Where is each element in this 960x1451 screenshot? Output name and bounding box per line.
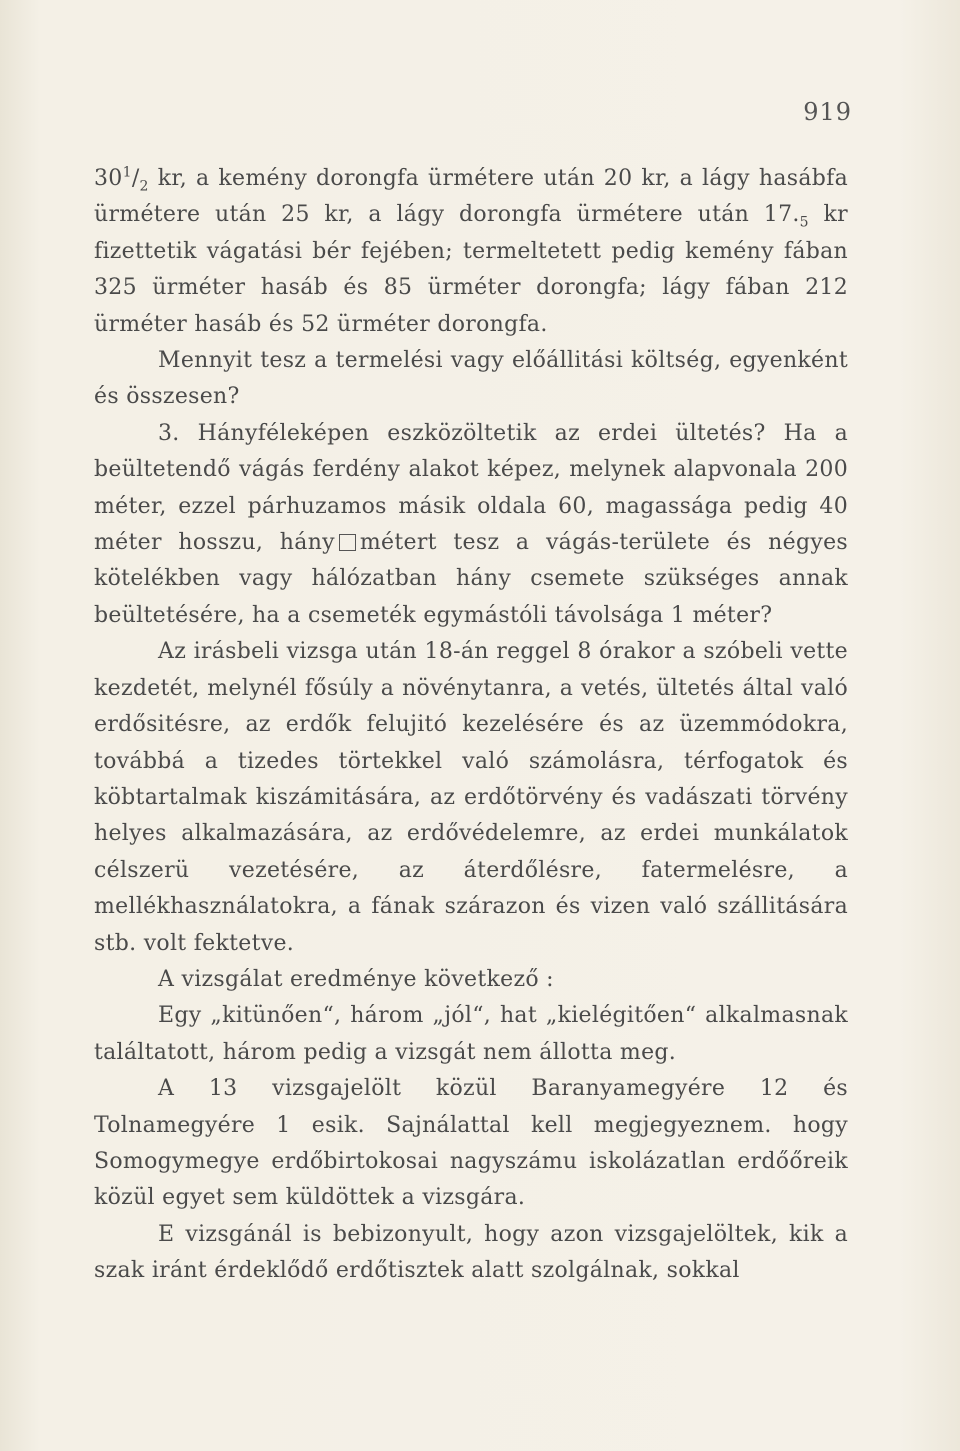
body-text [94, 161, 848, 1290]
fraction-denominator: 2 [139, 178, 149, 195]
paragraph-5: A vizsgálat eredménye következő : [158, 966, 554, 992]
paragraph-3-text-a: 3. Hányféleképen eszközöltetik az erdei ültetés? Ha a beültetendő vágás ferdény alakot képez, melynek alapvonala 200 méter, ezzel párhuzamos másik oldala 60, magassága pedig 40 méter hosszu, hány [94, 420, 848, 556]
page-number: 919 [803, 98, 852, 126]
paragraph-3 [94, 416, 848, 634]
paragraph-1-text-b: kr fizettetik vágatási bér fejében; termeltetett pedig kemény fában 325 ürméter hasáb és 85 ürméter dorongfa; lágy fában 212 ürméter hasáb és 52 ürméter dorongfa. [94, 202, 848, 337]
paragraph-8: E vizsgánál is bebizonyult, hogy azon vizsgajelöltek, kik a szak iránt érdeklődő erdőtisztek alatt szolgálnak, sokkal [94, 1221, 848, 1284]
fraction-whole: 30 [94, 166, 123, 191]
paragraph-7: A 13 vizsgajelölt közül Baranyamegyére 12 és Tolnamegyére 1 esik. Sajnálattal kell megjegyeznem. hogy Somogymegye erdőbirtokosai nagyszámu iskolázatlan erdőőreik közül egyet sem küldöttek a vizsgára. [94, 1076, 848, 1211]
decimal-subscript: 5 [799, 214, 809, 231]
paragraph-1-text-a: kr, a kemény dorongfa ürmétere után 20 kr, a lágy hasábfa ürmétere után 25 kr, a lágy dorongfa ürmétere után 17. [94, 166, 848, 228]
paragraph-3-text-b: métert tesz a vágás-területe és négyes kötelékben vagy hálózatban hány csemete szükséges annak beültetésére, ha a csemeték egymástóli távolsága 1 méter? [94, 530, 848, 628]
fraction-slash: / [131, 166, 140, 191]
paragraph-1 [94, 161, 848, 343]
paragraph-4: Az irásbeli vizsga után 18-án reggel 8 órakor a szóbeli vette kezdetét, melynél fősúly a növénytanra, a vetés, ültetés által való erdősitésre, az erdők felujitó kezelésére és az üzemmódokra, továbbá a tizedes törtekkel való számolásra, térfogatok és köbtartalmak kiszámitására, az erdőtörvény és vadászati törvény helyes alkalmazására, az erdővédelemre, az erdei munkálatok célszerü vezetésére, az áterdőlésre, fatermelésre, a mellékhasználatokra, a fának szárazon és vizen való szállitására stb. volt fektetve. [94, 639, 848, 956]
square-symbol-icon [339, 534, 356, 551]
fraction-numerator: 1 [122, 164, 132, 181]
paragraph-6: Egy „kitünően“, három „jól“, hat „kielégitően“ alkalmasnak találtatott, három pedig a vizsgát nem állotta meg. [94, 1003, 848, 1065]
paragraph-2: Mennyit tesz a termelési vagy előállitási költség, egyenként és összesen? [94, 348, 848, 410]
